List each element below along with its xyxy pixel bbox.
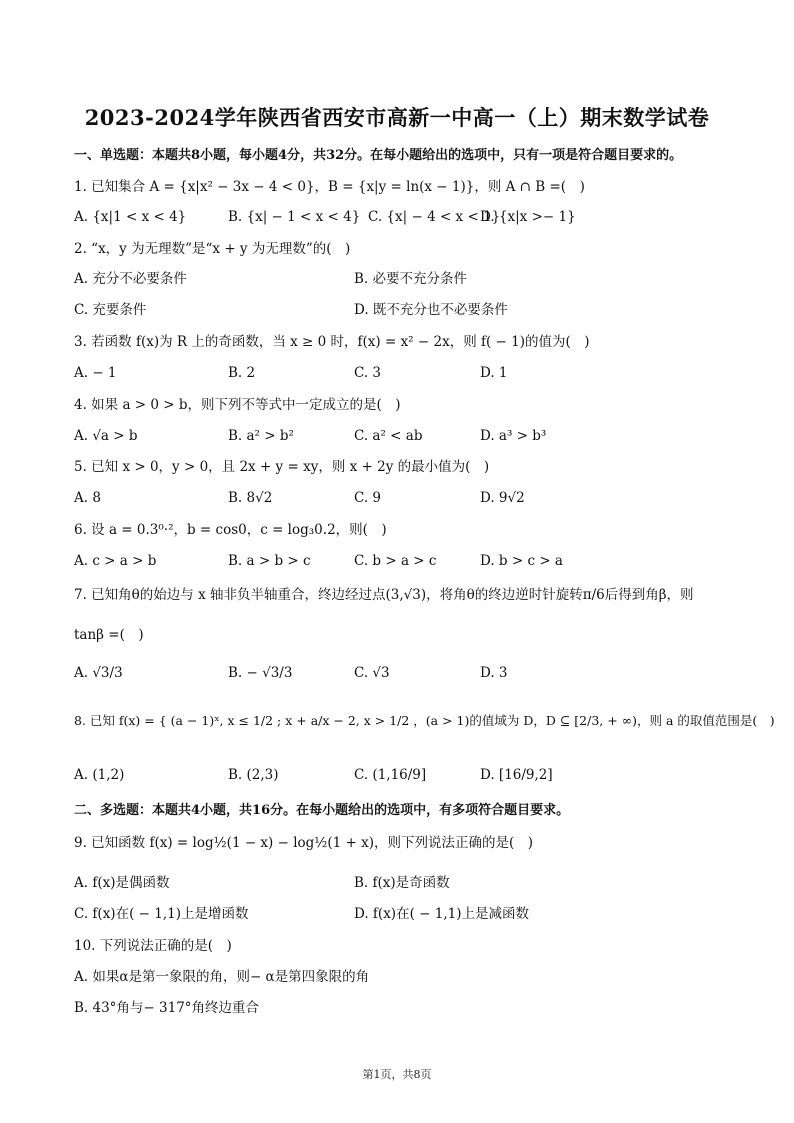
q7-option-d: D. 3 xyxy=(480,665,508,681)
q3-option-d: D. 1 xyxy=(480,365,508,381)
section-single-choice: 一、单选题：本题共8小题，每小题4分，共32分。在每小题给出的选项中，只有一项是符合题目要求的。 xyxy=(74,148,683,163)
q4-option-a: A. √a > b xyxy=(74,428,138,444)
q7-option-b: B. − √3/3 xyxy=(228,665,293,681)
q8-option-a: A. (1,2) xyxy=(74,767,125,783)
q8-option-d: D. [16/9,2] xyxy=(480,767,553,783)
q9-option-d: D. f(x)在( − 1,1)上是减函数 xyxy=(354,906,529,922)
q2-option-c: C. 充要条件 xyxy=(74,302,147,318)
question-1-stem: 1. 已知集合 A = {x|x² − 3x − 4 < 0}，B = {x|y = ln(x − 1)}，则 A ∩ B =( ) xyxy=(74,179,585,195)
q5-option-c: C. 9 xyxy=(354,490,382,506)
q6-option-c: C. b > a > c xyxy=(354,553,437,569)
q9-option-c: C. f(x)在( − 1,1)上是增函数 xyxy=(74,906,249,922)
page-title: 2023-2024学年陕西省西安市高新一中高一（上）期末数学试卷 xyxy=(84,105,710,130)
question-7-stem-continued: tanβ =( ) xyxy=(74,627,144,643)
section-multiple-choice: 二、多选题：本题共4小题，共16分。在每小题给出的选项中，有多项符合题目要求。 xyxy=(74,803,570,818)
question-9-stem: 9. 已知函数 f(x) = log½(1 − x) − log½(1 + x)，则下列说法正确的是( ) xyxy=(74,835,534,851)
q3-option-a: A. − 1 xyxy=(74,365,117,381)
q8-option-c: C. (1,16/9] xyxy=(354,767,427,783)
q4-option-d: D. a³ > b³ xyxy=(480,428,547,444)
q5-option-d: D. 9√2 xyxy=(480,490,525,506)
q6-option-d: D. b > c > a xyxy=(480,553,563,569)
q3-option-b: B. 2 xyxy=(228,365,256,381)
question-10-stem: 10. 下列说法正确的是( ) xyxy=(74,938,232,954)
question-3-stem: 3. 若函数 f(x)为 R 上的奇函数，当 x ≥ 0 时，f(x) = x² − 2x，则 f( − 1)的值为( ) xyxy=(74,334,590,350)
question-6-stem: 6. 设 a = 0.3⁰·²，b = cos0，c = log₃0.2，则( ) xyxy=(74,522,387,538)
q4-option-c: C. a² < ab xyxy=(354,428,423,444)
q1-option-b: B. {x| − 1 < x < 4} xyxy=(228,209,361,225)
q8-option-b: B. (2,3) xyxy=(228,767,279,783)
q6-option-b: B. a > b > c xyxy=(228,553,311,569)
question-4-stem: 4. 如果 a > 0 > b，则下列不等式中一定成立的是( ) xyxy=(74,397,401,413)
page-footer: 第1页，共8页 xyxy=(362,1068,432,1081)
q7-option-c: C. √3 xyxy=(354,665,390,681)
q7-option-a: A. √3/3 xyxy=(74,665,123,681)
q1-option-d: D. {x|x >− 1} xyxy=(480,209,576,225)
q5-option-a: A. 8 xyxy=(74,490,101,506)
question-5-stem: 5. 已知 x > 0，y > 0，且 2x + y = xy，则 x + 2y 的最小值为( ) xyxy=(74,459,490,475)
q9-option-b: B. f(x)是奇函数 xyxy=(354,875,450,891)
q1-option-a: A. {x|1 < x < 4} xyxy=(74,209,187,225)
question-7-stem: 7. 已知角θ的始边与 x 轴非负半轴重合，终边经过点(3,√3)，将角θ的终边逆时针旋转π/6后得到角β，则 xyxy=(74,587,694,603)
q10-option-b: B. 43°角与− 317°角终边重合 xyxy=(74,1000,260,1016)
q6-option-a: A. c > a > b xyxy=(74,553,157,569)
question-8-stem: 8. 已知 f(x) = { (a − 1)ˣ, x ≤ 1/2 ; x + a/x − 2, x > 1/2 ，(a > 1)的值域为 D，D ⊆ [2/3, + ∞)，则 a 的取值范围是( ) xyxy=(74,713,775,728)
q10-option-a: A. 如果α是第一象限的角，则− α是第四象限的角 xyxy=(74,969,370,985)
q1-option-c: C. {x| − 4 < x < 1} xyxy=(368,209,501,225)
q3-option-c: C. 3 xyxy=(354,365,382,381)
q2-option-b: B. 必要不充分条件 xyxy=(354,271,468,287)
q9-option-a: A. f(x)是偶函数 xyxy=(74,875,170,891)
q5-option-b: B. 8√2 xyxy=(228,490,273,506)
q4-option-b: B. a² > b² xyxy=(228,428,294,444)
q2-option-a: A. 充分不必要条件 xyxy=(74,271,187,287)
q2-option-d: D. 既不充分也不必要条件 xyxy=(354,302,508,318)
question-2-stem: 2. “x，y 为无理数”是“x + y 为无理数”的( ) xyxy=(74,241,351,257)
